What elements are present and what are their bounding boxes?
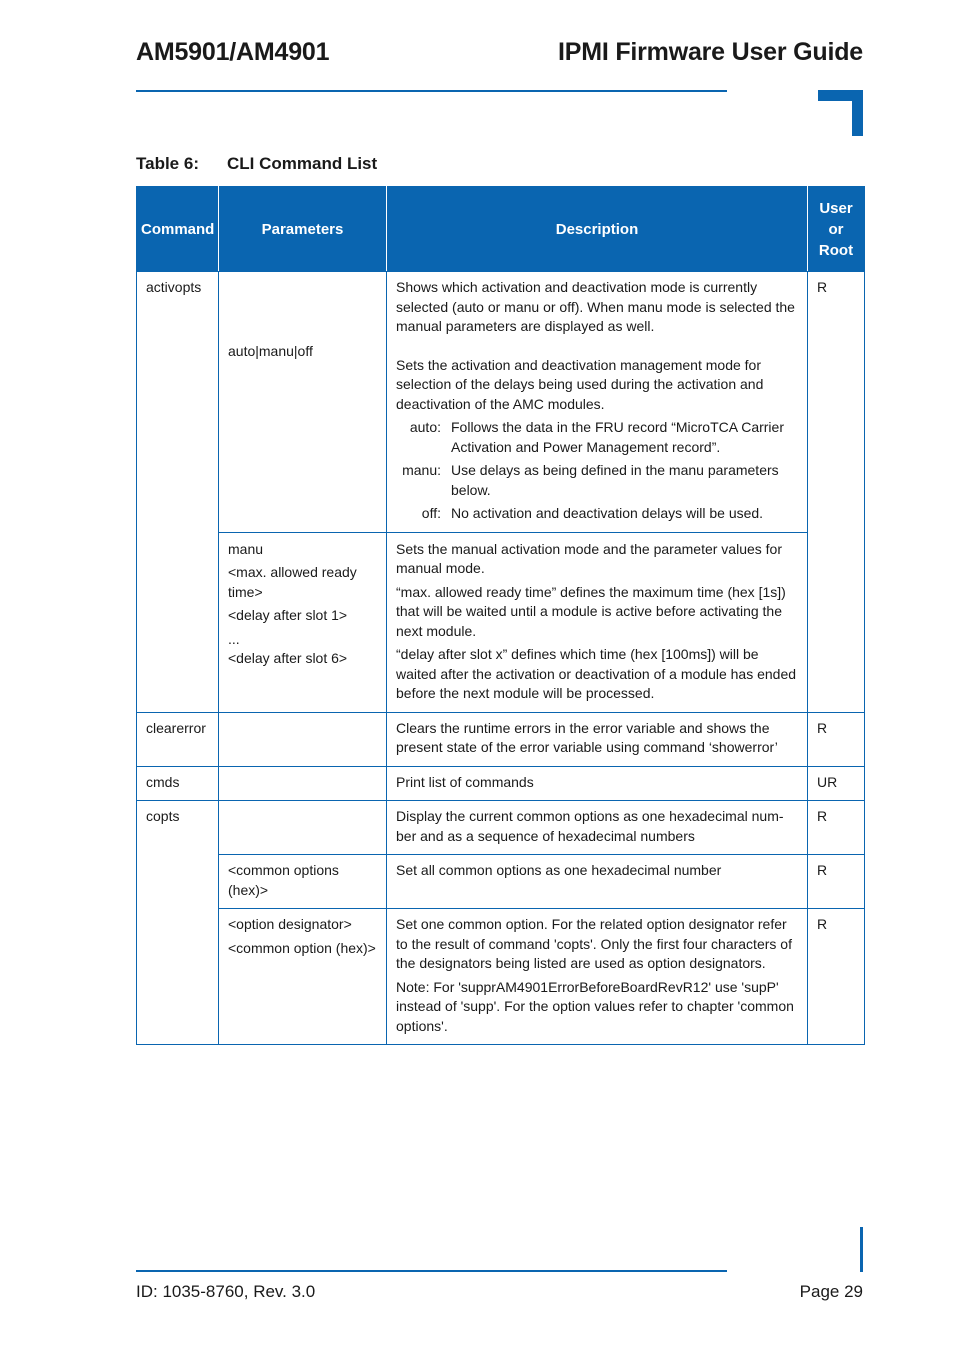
table-header-row: [137, 187, 865, 272]
parameter-text: <delay after slot 6>: [228, 650, 348, 666]
document-id: ID: 1035-8760, Rev. 3.0: [136, 1282, 316, 1301]
option-item: [396, 461, 798, 500]
parameters-cell: [219, 712, 387, 766]
description-text: Shows which activation and deactivation mode is currently selected (auto or manu or off). When manu mode is selected the manual parameters are displayed as well.: [396, 279, 795, 334]
access-cell: R: [808, 272, 865, 713]
parameters-cell: <common options (hex)>: [219, 855, 387, 909]
corner-mark-top: [818, 90, 863, 136]
column-header-parameters: Parameters: [219, 187, 387, 272]
access-cell: R: [808, 909, 865, 1045]
table-number: Table 6:: [136, 154, 199, 173]
column-header-description: Description: [387, 187, 808, 272]
cli-command-table: [136, 186, 865, 1045]
description-text: “max. allowed ready time” defines the maximum time (hex [1s]) that will be waited until a module is active before activating the next module.: [396, 583, 786, 639]
command-cell: cmds: [137, 766, 219, 801]
command-cell: clearerror: [137, 712, 219, 766]
parameter-text: auto|manu|off: [228, 343, 313, 359]
description-cell: [387, 532, 808, 712]
description-cell: [387, 909, 808, 1045]
table-caption: [136, 154, 377, 174]
parameters-cell: [219, 532, 387, 712]
parameters-cell: [219, 766, 387, 801]
header-rule: [136, 90, 727, 92]
command-cell: activopts: [137, 272, 219, 713]
column-header-access: [808, 187, 865, 272]
corner-mark-bottom: [860, 1227, 863, 1272]
option-item: [396, 504, 798, 524]
access-cell: UR: [808, 766, 865, 801]
column-header-command: Command: [137, 187, 219, 272]
description-text: Set one common option. For the related option designator refer to the result of command 'copts'. Only the first four characters of the designators being listed are used as option designators.: [396, 916, 792, 971]
parameter-text: manu: [228, 540, 264, 557]
description-cell: Print list of commands: [387, 766, 808, 801]
document-title: IPMI Firmware User Guide: [557, 38, 863, 66]
option-key: off:: [421, 505, 441, 521]
parameter-text: <max. allowed ready time>: [228, 564, 357, 600]
description-text: “delay after slot x” defines which time (hex [100ms]) will be waited after the activation or deactivation of a module has ended before the next module will be processed.: [396, 646, 797, 701]
parameter-text: <delay after slot 1>: [228, 607, 348, 623]
description-text: Note: For 'supprAM4901ErrorBeforeBoardRevR12' use 'supP' instead of 'supp'. For the option values refer to chapter 'common options'.: [396, 978, 794, 1034]
document-product: AM5901/AM4901: [136, 38, 330, 66]
access-cell: R: [808, 801, 865, 855]
description-cell: [387, 272, 808, 533]
table-row: [137, 766, 865, 801]
command-cell: copts: [137, 801, 219, 1045]
parameters-cell: [219, 801, 387, 855]
page-number: Page 29: [799, 1282, 863, 1301]
table-row: [137, 272, 865, 533]
option-item: [396, 418, 798, 457]
parameters-cell: [219, 272, 387, 533]
access-cell: R: [808, 712, 865, 766]
table-row: [137, 801, 865, 855]
description-text: Sets the manual activation mode and the parameter values for manual mode.: [396, 540, 782, 576]
description-cell: Clears the runtime errors in the error variable and shows the present state of the error variable using command ‘showerror’: [387, 712, 808, 766]
option-text: No activation and deactivation delays will be used.: [451, 505, 764, 521]
table-row: [137, 532, 865, 712]
option-key: auto:: [409, 419, 441, 435]
option-text: Follows the data in the FRU record “MicroTCA Carrier Activation and Power Management record”.: [451, 419, 784, 455]
table-title: CLI Command List: [227, 154, 378, 173]
description-cell: Display the current common options as one hexadecimal num-ber and as a sequence of hexadecimal numbers: [387, 801, 808, 855]
option-key: manu:: [402, 462, 441, 478]
parameter-text: <common option (hex)>: [228, 939, 376, 956]
parameter-text: <option designator>: [228, 916, 352, 932]
footer-rule: [136, 1270, 727, 1272]
description-text: Sets the activation and deactivation management mode for selection of the delays being used during the activation and deactivation of the AMC modules.: [396, 356, 764, 412]
parameter-text: ...: [228, 630, 240, 647]
table-row: [137, 909, 865, 1045]
table-row: [137, 712, 865, 766]
option-text: Use delays as being defined in the manu parameters below.: [451, 462, 779, 498]
table-row: [137, 855, 865, 909]
column-header-access-label: User or Root: [818, 199, 854, 259]
parameters-cell: [219, 909, 387, 1045]
description-cell: Set all common options as one hexadecimal number: [387, 855, 808, 909]
access-cell: R: [808, 855, 865, 909]
